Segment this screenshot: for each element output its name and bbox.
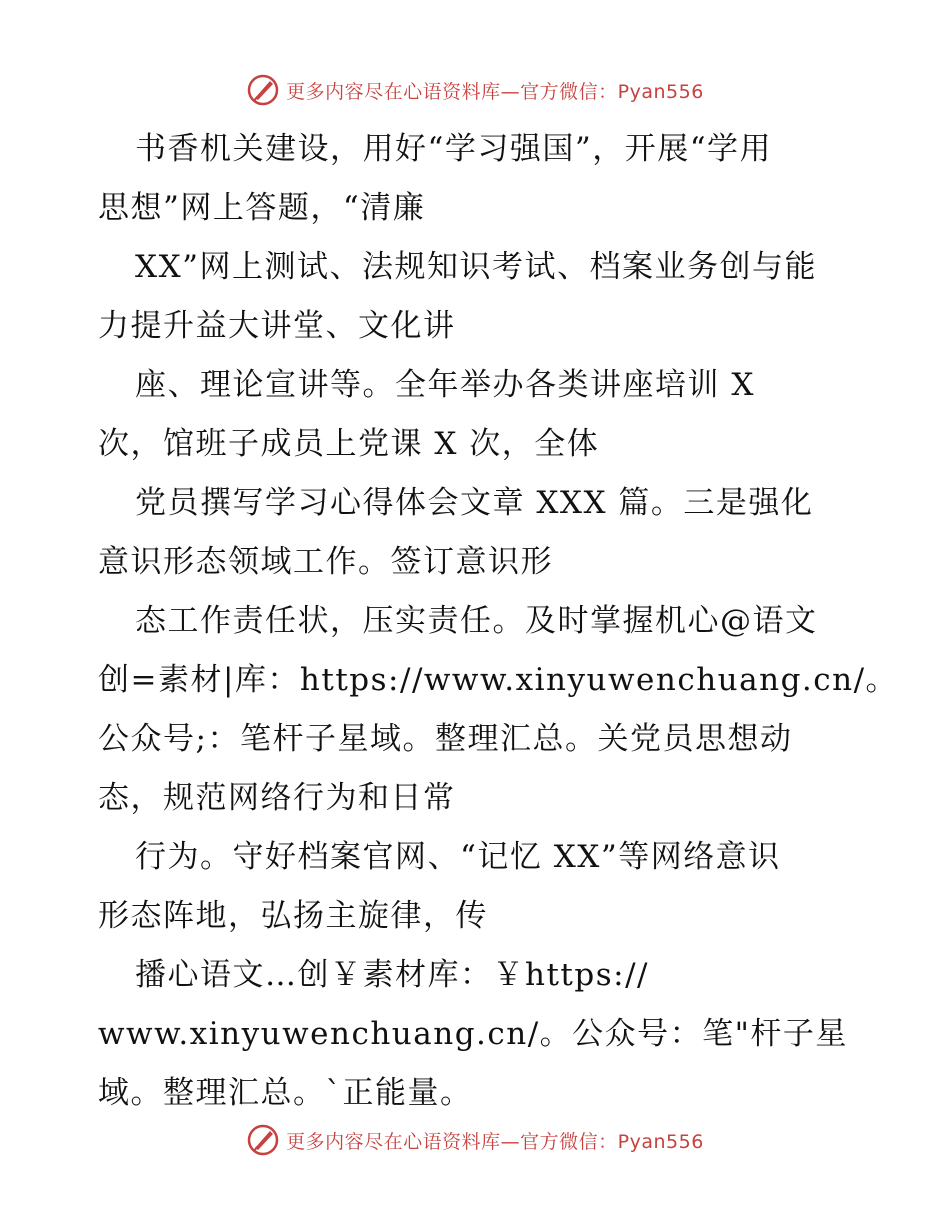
header-banner [0, 70, 950, 110]
text-line: www.xinyuwenchuang.cn/。公众号：笔"杆子星 [98, 1016, 848, 1052]
text-line: 域。整理汇总。`正能量。 [98, 1075, 473, 1111]
footer-banner-text: 更多内容尽在心语资料库—官方微信：Pyan556 [286, 1130, 704, 1153]
text-line: 公众号;：笔杆子星域。整理汇总。关党员思想动 [98, 721, 793, 757]
text-line: 次，馆班子成员上党课 X 次，全体 [98, 426, 600, 462]
text-line: 播心语文…创￥素材库：￥https:// [135, 957, 649, 993]
text-line: 形态阵地，弘扬主旋律，传 [98, 898, 488, 934]
text-line: 书香机关建设，用好“学习强国”，开展“学用 [135, 131, 773, 167]
text-line: 党员撰写学习心得体会文章 XXX 篇。三是强化 [135, 485, 814, 521]
text-line: XX”网上测试、法规知识考试、档案业务创与能 [135, 249, 817, 285]
text-line: 力提升益大讲堂、文化讲 [98, 308, 456, 344]
header-banner-text: 更多内容尽在心语资料库—官方微信：Pyan556 [286, 80, 704, 103]
text-line: 态，规范网络行为和日常 [98, 780, 456, 816]
text-line: 创=素材|库：https://www.xinyuwenchuang.cn/。 [98, 662, 899, 698]
text-line: 座、理论宣讲等。全年举办各类讲座培训 X [135, 367, 755, 403]
document-body [98, 120, 899, 1123]
text-line: 意识形态领域工作。签订意识形 [98, 544, 553, 580]
footer-banner [0, 1120, 950, 1160]
text-line: 行为。守好档案官网、“记忆 XX”等网络意识 [135, 839, 781, 875]
quill-seal-icon [246, 73, 280, 107]
text-line: 态工作责任状，压实责任。及时掌握机心@语文 [135, 603, 818, 639]
text-line: 思想”网上答题，“清廉 [98, 190, 426, 226]
quill-seal-icon [246, 1123, 280, 1157]
